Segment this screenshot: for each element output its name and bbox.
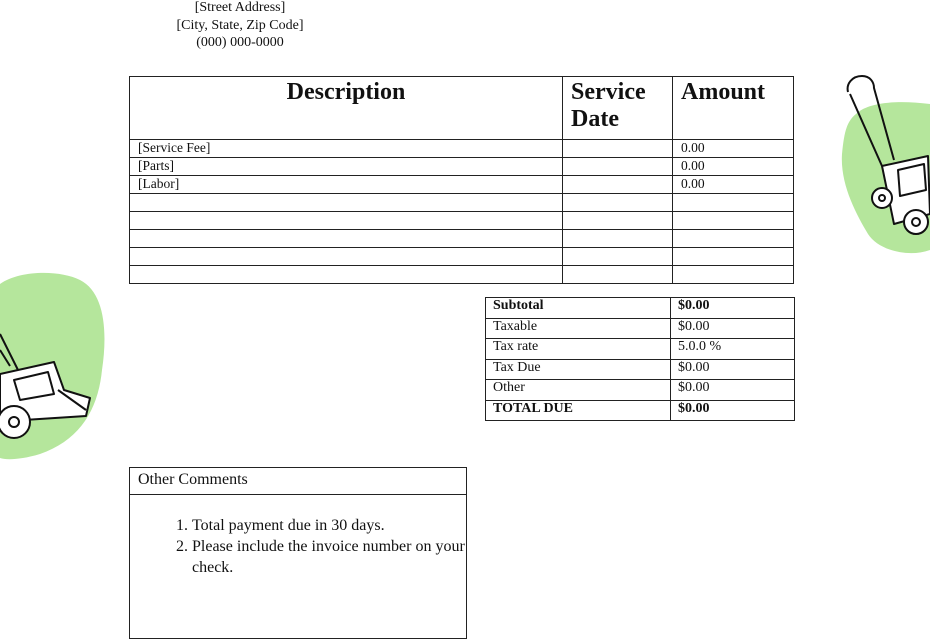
tax-due-value: $0.00 [671, 359, 795, 380]
other-label: Other [486, 380, 671, 401]
table-row [130, 212, 794, 230]
table-row [130, 266, 794, 284]
tax-rate-value: 5.0.0 % [671, 339, 795, 360]
tax-rate-label: Tax rate [486, 339, 671, 360]
header-description: Description [130, 77, 563, 140]
item-service-date [563, 212, 673, 230]
total-due-value: $0.00 [671, 400, 795, 421]
comments-title: Other Comments [130, 468, 466, 495]
item-amount [673, 194, 794, 212]
header-amount: Amount [673, 77, 794, 140]
item-amount: 0.00 [673, 176, 794, 194]
item-description [130, 212, 563, 230]
subtotal-value: $0.00 [671, 298, 795, 319]
sender-address [150, 0, 330, 52]
phone-number: (000) 000-0000 [196, 35, 284, 50]
item-amount [673, 212, 794, 230]
tax-rate-row [486, 339, 795, 360]
item-amount [673, 230, 794, 248]
total-due-row [486, 400, 795, 421]
table-row [130, 194, 794, 212]
other-value: $0.00 [671, 380, 795, 401]
item-service-date [563, 248, 673, 266]
table-row [130, 140, 794, 158]
other-row [486, 380, 795, 401]
comments-box [129, 467, 467, 639]
tax-due-row [486, 359, 795, 380]
lawn-mower-clipart-left [0, 270, 108, 462]
taxable-value: $0.00 [671, 318, 795, 339]
total-due-label: TOTAL DUE [486, 400, 671, 421]
item-description: [Parts] [130, 158, 563, 176]
comment-item: 2. Please include the invoice number on your check. [192, 536, 466, 578]
items-table [129, 76, 794, 284]
item-description: [Labor] [130, 176, 563, 194]
item-amount [673, 266, 794, 284]
item-service-date [563, 194, 673, 212]
header-service-date: Service Date [563, 77, 673, 140]
item-description: [Service Fee] [130, 140, 563, 158]
subtotal-row [486, 298, 795, 319]
table-row [130, 176, 794, 194]
city-state-zip: [City, State, Zip Code] [176, 17, 304, 33]
item-description [130, 266, 563, 284]
item-service-date [563, 230, 673, 248]
item-description [130, 230, 563, 248]
table-row [130, 158, 794, 176]
taxable-row [486, 318, 795, 339]
item-service-date [563, 158, 673, 176]
table-row [130, 230, 794, 248]
comments-list [130, 515, 466, 578]
totals-table [485, 297, 795, 421]
comment-item: 1. Total payment due in 30 days. [192, 515, 466, 536]
item-description [130, 194, 563, 212]
item-description [130, 248, 563, 266]
item-service-date [563, 176, 673, 194]
lawn-mower-clipart-right [838, 74, 930, 258]
item-amount [673, 248, 794, 266]
item-amount: 0.00 [673, 158, 794, 176]
item-service-date [563, 266, 673, 284]
street-address: [Street Address] [194, 0, 286, 15]
subtotal-label: Subtotal [486, 298, 671, 319]
tax-due-label: Tax Due [486, 359, 671, 380]
taxable-label: Taxable [486, 318, 671, 339]
table-row [130, 248, 794, 266]
item-amount: 0.00 [673, 140, 794, 158]
item-service-date [563, 140, 673, 158]
